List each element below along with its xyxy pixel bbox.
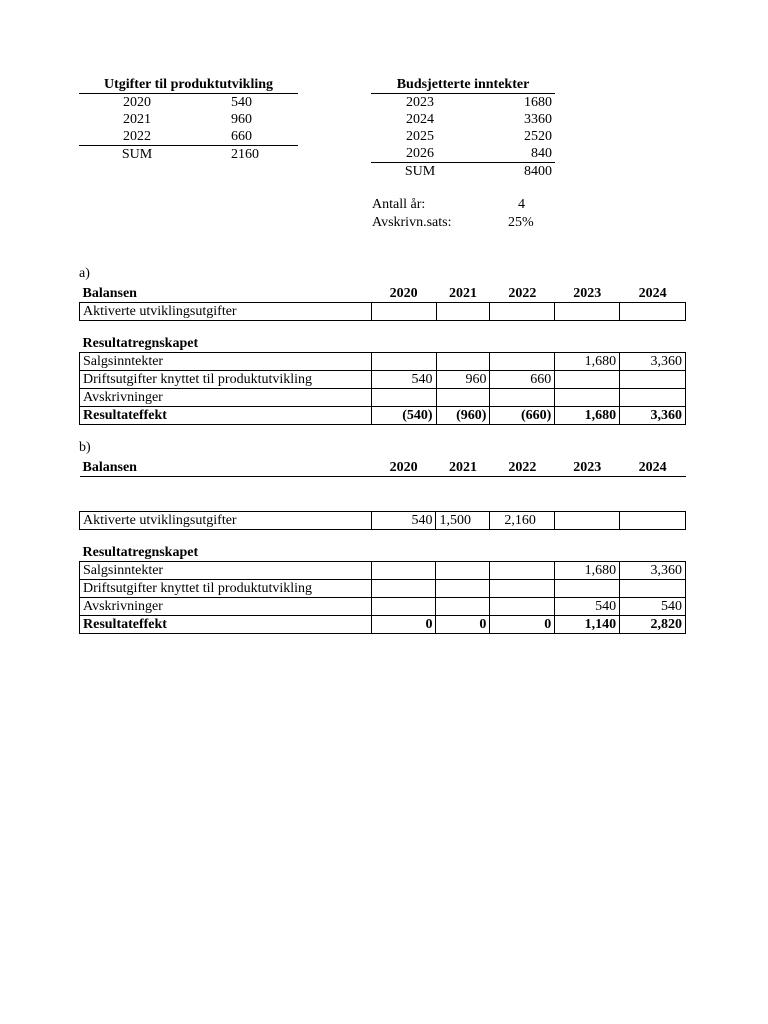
value-cell [371, 303, 436, 321]
expenses-sum-row [79, 146, 298, 164]
row-label: Avskrivninger [80, 598, 372, 616]
value-cell: (540) [371, 407, 436, 425]
budget-row [371, 145, 555, 163]
budget-value: 3360 [524, 112, 552, 127]
year-header: 2023 [573, 286, 602, 301]
part-a-income-row [80, 371, 686, 389]
part-a-header-row [80, 285, 686, 303]
value-cell: (660) [490, 407, 555, 425]
row-label: Driftsutgifter knyttet til produktutvikling [80, 371, 372, 389]
part-a-income-row [80, 353, 686, 371]
year-header: 2024 [620, 459, 686, 477]
year-header: 2021 [448, 286, 477, 301]
row-label: Driftsutgifter knyttet til produktutvikling [80, 580, 372, 598]
years-value: 4 [518, 197, 525, 212]
year-header: 2022 [508, 286, 537, 301]
row-label: Resultateffekt [80, 616, 372, 634]
value-cell: 660 [490, 371, 555, 389]
value-cell: 0 [436, 616, 490, 634]
budget-sum-value: 8400 [469, 163, 555, 181]
year-header: 2020 [371, 459, 436, 477]
part-b-income-title: Resultatregnskapet [82, 545, 199, 560]
value-cell: 2,160 [490, 512, 555, 530]
part-b-income-title-row [80, 544, 686, 562]
year-header: 2020 [389, 286, 418, 301]
budget-value: 2520 [524, 129, 552, 144]
expenses-table [79, 76, 298, 163]
budget-sum-row [371, 163, 555, 181]
part-b-header-row [80, 459, 686, 477]
part-a-table [79, 285, 686, 425]
value-cell: 540 [620, 598, 686, 616]
part-a-balance-row [80, 303, 686, 321]
part-a-label: a) [79, 266, 90, 281]
value-cell [436, 389, 490, 407]
row-label: Aktiverte utviklingsutgifter [80, 512, 372, 530]
value-cell [555, 303, 620, 321]
part-b-table [79, 459, 686, 634]
expenses-value: 660 [231, 129, 252, 144]
value-cell: 3,360 [620, 562, 686, 580]
part-b-balance-title: Balansen [80, 459, 372, 477]
row-label: Salgsinntekter [80, 353, 372, 371]
value-cell: 1,680 [555, 353, 620, 371]
value-cell [490, 562, 555, 580]
expenses-year: 2022 [123, 129, 151, 144]
value-cell: 3,360 [620, 353, 686, 371]
value-cell [490, 353, 555, 371]
part-b-label: b) [79, 440, 91, 455]
value-cell: 540 [371, 371, 436, 389]
year-header: 2023 [555, 459, 620, 477]
part-b-income-row [80, 580, 686, 598]
value-cell [620, 371, 686, 389]
value-cell [490, 598, 555, 616]
expenses-sum-value: 2160 [195, 146, 298, 164]
value-cell [436, 562, 490, 580]
expenses-year: 2021 [123, 112, 151, 127]
value-cell [371, 580, 436, 598]
value-cell: 1,500 [436, 512, 490, 530]
row-label: Avskrivninger [80, 389, 372, 407]
part-b-balance-row [80, 512, 686, 530]
part-a-balance-title: Balansen [82, 286, 137, 301]
value-cell: 3,360 [620, 407, 686, 425]
years-label: Antall år: [372, 197, 426, 212]
part-b-result-row [80, 616, 686, 634]
value-cell: 540 [371, 512, 436, 530]
value-cell [371, 598, 436, 616]
value-cell [620, 580, 686, 598]
expenses-value: 960 [231, 112, 252, 127]
part-a-income-title-row [80, 335, 686, 353]
part-a-income-title: Resultatregnskapet [82, 336, 199, 351]
year-header: 2022 [490, 459, 555, 477]
value-cell: 1,680 [555, 562, 620, 580]
expenses-row [79, 128, 298, 146]
budget-year: 2026 [406, 146, 434, 161]
value-cell [436, 353, 490, 371]
value-cell: 1,680 [555, 407, 620, 425]
row-label: Aktiverte utviklingsutgifter [80, 303, 372, 321]
expenses-year: 2020 [123, 95, 151, 110]
budget-row [371, 111, 555, 128]
value-cell [620, 303, 686, 321]
budget-value: 840 [531, 146, 552, 161]
value-cell [371, 353, 436, 371]
value-cell: (960) [436, 407, 490, 425]
budget-row [371, 128, 555, 145]
budget-year: 2024 [406, 112, 434, 127]
value-cell [371, 562, 436, 580]
value-cell: 1,140 [555, 616, 620, 634]
value-cell: 540 [555, 598, 620, 616]
expenses-sum-label: SUM [79, 146, 195, 164]
value-cell [490, 303, 555, 321]
value-cell [555, 580, 620, 598]
value-cell [555, 512, 620, 530]
value-cell [490, 389, 555, 407]
value-cell [436, 598, 490, 616]
value-cell [371, 389, 436, 407]
part-a-result-row [80, 407, 686, 425]
year-header: 2021 [436, 459, 490, 477]
value-cell: 0 [490, 616, 555, 634]
value-cell [555, 371, 620, 389]
expenses-header: Utgifter til produktutvikling [79, 76, 298, 94]
expenses-row [79, 111, 298, 128]
value-cell [490, 580, 555, 598]
value-cell [620, 512, 686, 530]
year-header: 2024 [638, 286, 667, 301]
value-cell: 960 [436, 371, 490, 389]
value-cell [436, 303, 490, 321]
value-cell [436, 580, 490, 598]
budget-value: 1680 [524, 95, 552, 110]
row-label: Resultateffekt [80, 407, 372, 425]
expenses-value: 540 [231, 95, 252, 110]
value-cell: 2,820 [620, 616, 686, 634]
budget-header: Budsjetterte inntekter [371, 76, 555, 94]
value-cell [555, 389, 620, 407]
value-cell: 0 [371, 616, 436, 634]
budget-row [371, 94, 555, 112]
expenses-row [79, 94, 298, 112]
row-label: Salgsinntekter [80, 562, 372, 580]
budget-year: 2023 [406, 95, 434, 110]
budget-table [371, 76, 555, 180]
value-cell [620, 389, 686, 407]
budget-sum-label: SUM [371, 163, 469, 181]
rate-label: Avskrivn.sats: [372, 215, 452, 230]
part-b-income-row [80, 562, 686, 580]
part-b-income-row [80, 598, 686, 616]
budget-year: 2025 [406, 129, 434, 144]
rate-value: 25% [508, 215, 534, 230]
part-a-income-row [80, 389, 686, 407]
